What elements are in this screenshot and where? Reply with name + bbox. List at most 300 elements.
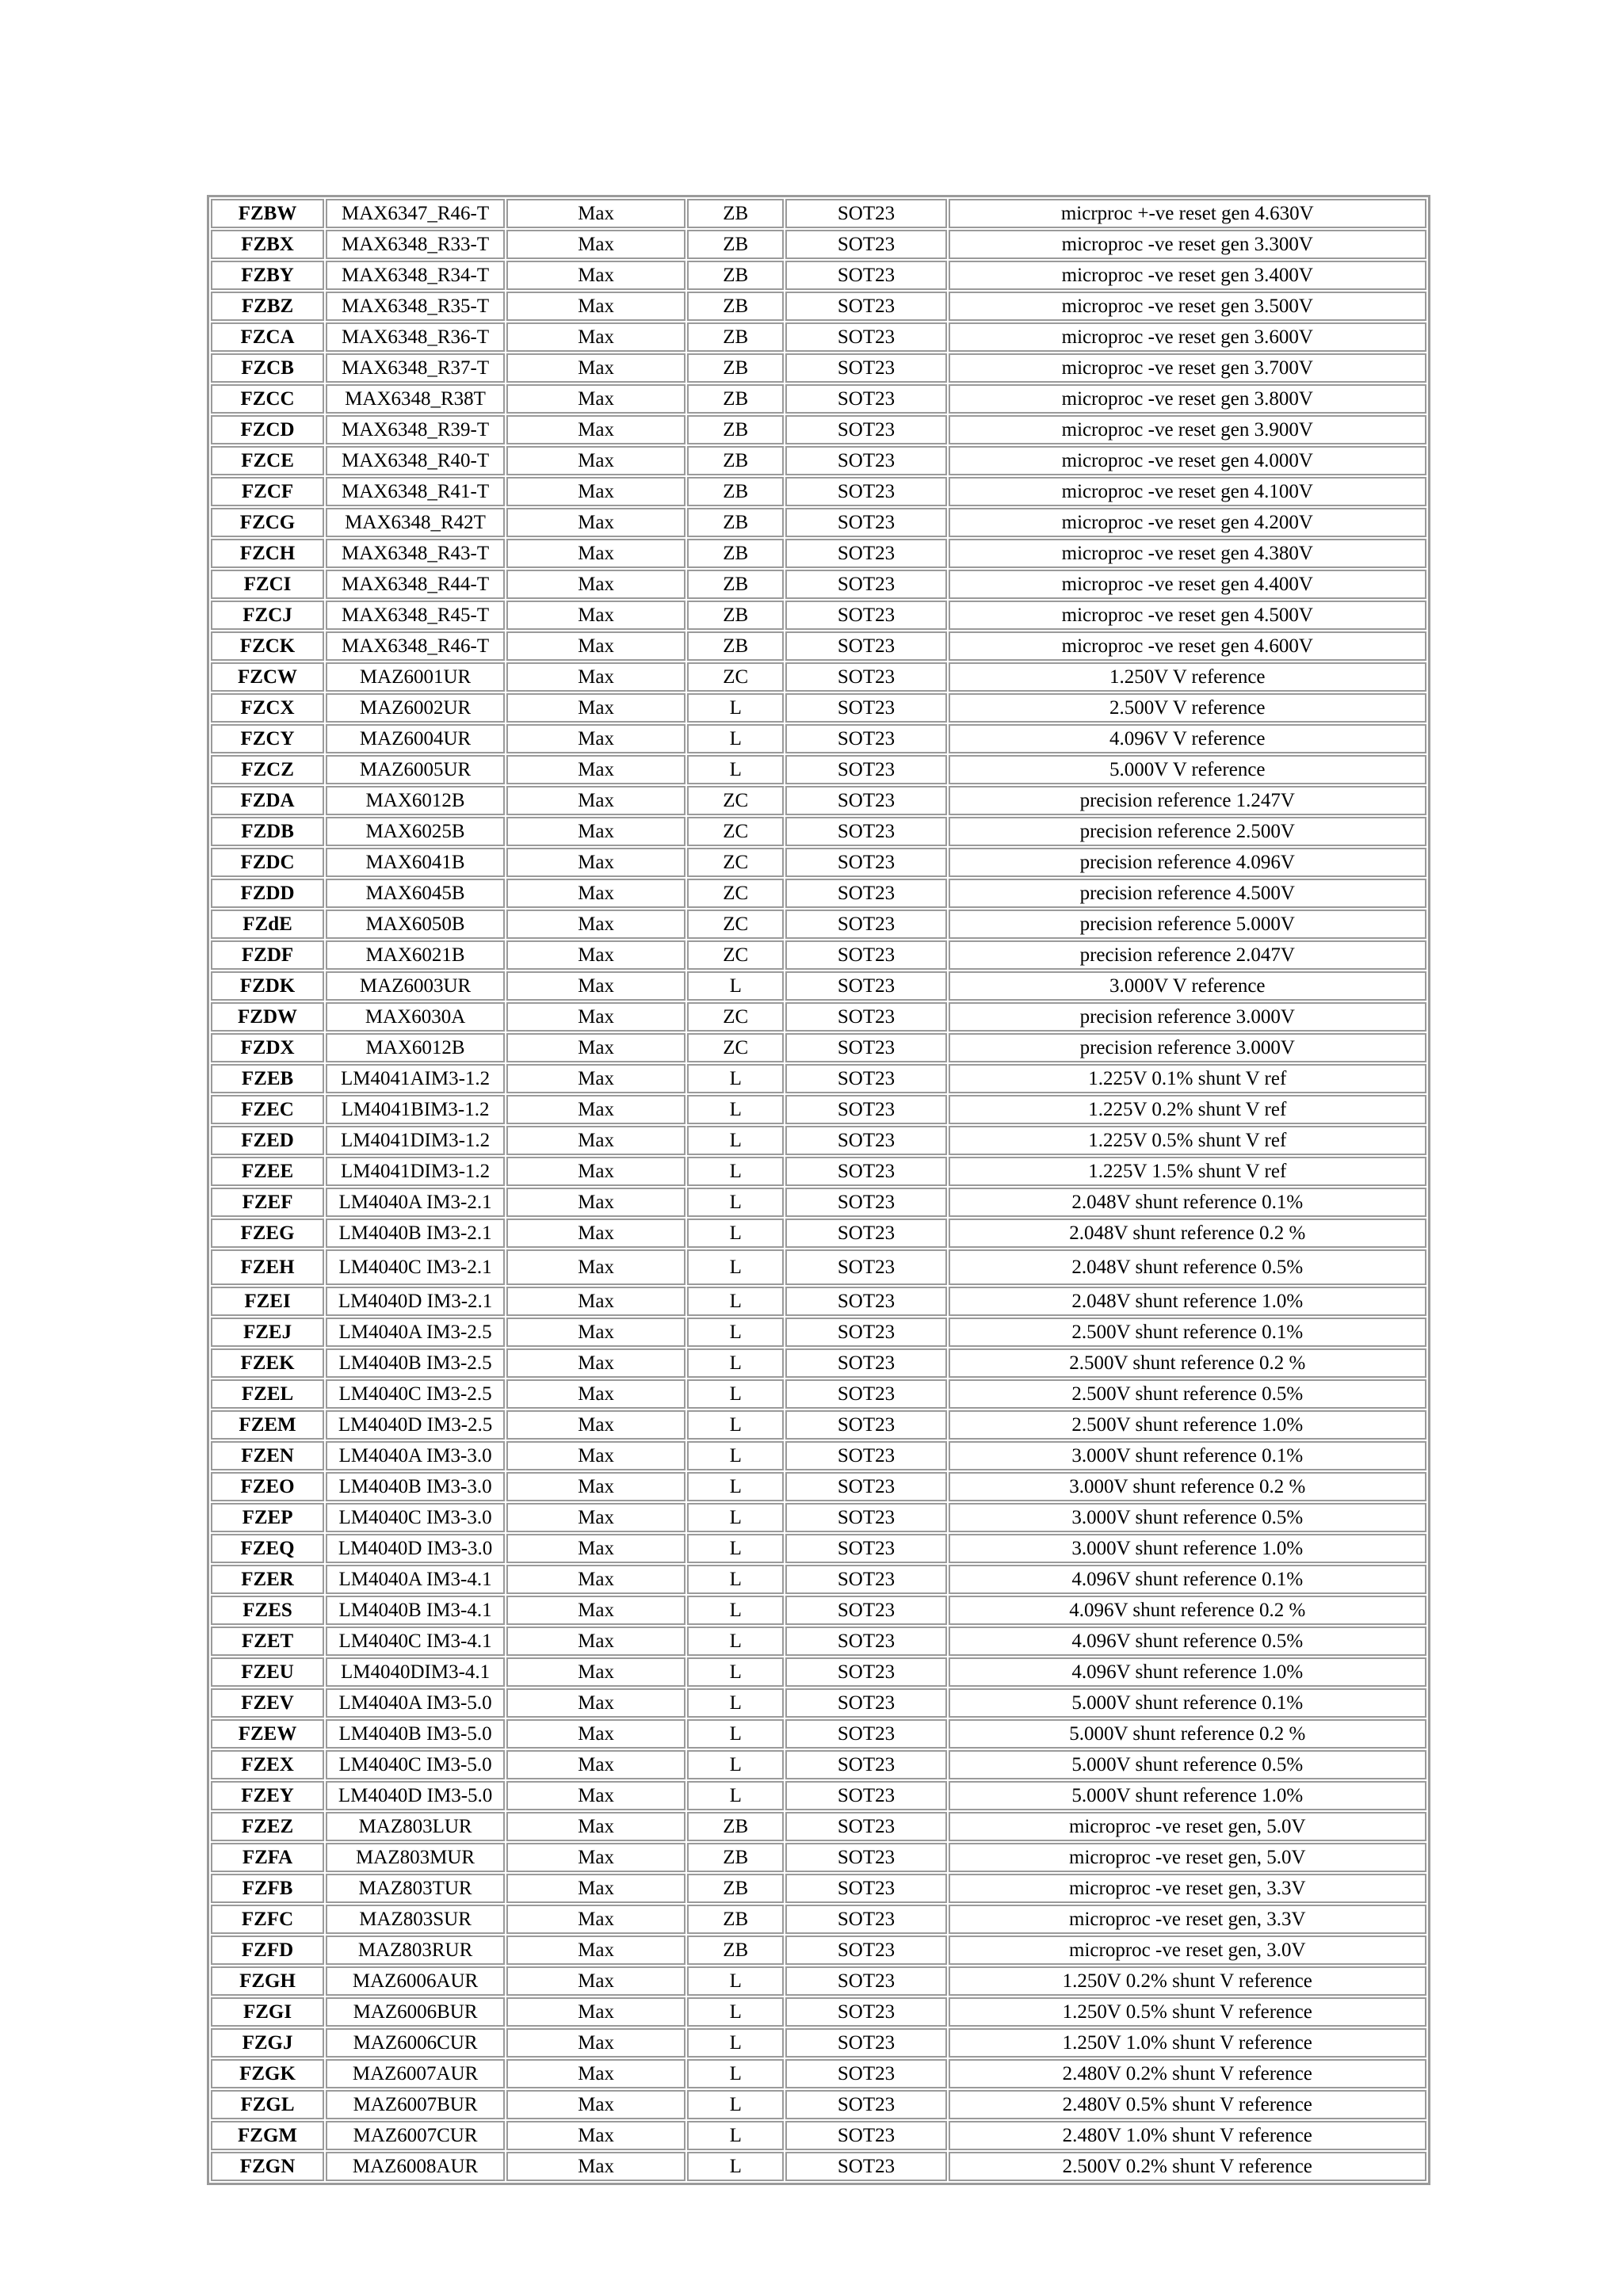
- package-cell: SOT23: [785, 353, 946, 383]
- table-row: [211, 1565, 1426, 1594]
- description-cell: 2.500V shunt reference 0.2 %: [949, 1348, 1426, 1378]
- description-cell: precision reference 4.500V: [949, 879, 1426, 908]
- table-row: [211, 971, 1426, 1001]
- part-number-cell: LM4040C IM3-2.1: [326, 1249, 505, 1285]
- table-row: [211, 1410, 1426, 1440]
- pinout-cell: L: [687, 1503, 784, 1532]
- pinout-cell: L: [687, 1627, 784, 1656]
- manufacturer-cell: Max: [506, 1657, 685, 1687]
- package-cell: SOT23: [785, 971, 946, 1001]
- package-cell: SOT23: [785, 1249, 946, 1285]
- description-cell: microproc -ve reset gen 3.300V: [949, 230, 1426, 259]
- package-cell: SOT23: [785, 1997, 946, 2027]
- marking-code-cell: FZCY: [211, 724, 324, 753]
- marking-code-cell: FZCA: [211, 322, 324, 352]
- part-number-cell: MAX6348_R36-T: [326, 322, 505, 352]
- table-row: [211, 2152, 1426, 2181]
- pinout-cell: L: [687, 1188, 784, 1217]
- manufacturer-cell: Max: [506, 1534, 685, 1563]
- package-cell: SOT23: [785, 1966, 946, 1996]
- description-cell: 4.096V shunt reference 0.1%: [949, 1565, 1426, 1594]
- package-cell: SOT23: [785, 755, 946, 784]
- marking-code-cell: FZBZ: [211, 292, 324, 321]
- description-cell: microproc -ve reset gen, 3.3V: [949, 1905, 1426, 1934]
- manufacturer-cell: Max: [506, 1318, 685, 1347]
- package-cell: SOT23: [785, 1348, 946, 1378]
- pinout-cell: L: [687, 1565, 784, 1594]
- part-number-cell: MAZ803MUR: [326, 1843, 505, 1872]
- table-row: [211, 879, 1426, 908]
- marking-code-cell: FZDF: [211, 940, 324, 970]
- marking-code-cell: FZBY: [211, 261, 324, 290]
- pinout-cell: ZC: [687, 817, 784, 846]
- marking-code-cell: FZCG: [211, 508, 324, 537]
- marking-code-cell: FZEZ: [211, 1812, 324, 1841]
- marking-code-cell: FZCF: [211, 477, 324, 506]
- part-number-cell: MAX6012B: [326, 786, 505, 815]
- pinout-cell: ZC: [687, 848, 784, 877]
- table-row: [211, 261, 1426, 290]
- marking-code-cell: FZGK: [211, 2059, 324, 2088]
- package-cell: SOT23: [785, 1002, 946, 1032]
- marking-code-cell: FZGI: [211, 1997, 324, 2027]
- package-cell: SOT23: [785, 724, 946, 753]
- table-row: [211, 508, 1426, 537]
- package-cell: SOT23: [785, 662, 946, 692]
- table-row: [211, 1249, 1426, 1285]
- package-cell: SOT23: [785, 1095, 946, 1124]
- pinout-cell: ZC: [687, 662, 784, 692]
- description-cell: 3.000V V reference: [949, 971, 1426, 1001]
- package-cell: SOT23: [785, 415, 946, 444]
- description-cell: 2.480V 0.2% shunt V reference: [949, 2059, 1426, 2088]
- table-row: [211, 1936, 1426, 1965]
- pinout-cell: ZB: [687, 384, 784, 414]
- part-number-cell: MAZ6006AUR: [326, 1966, 505, 1996]
- table-row: [211, 1781, 1426, 1810]
- marking-code-cell: FZEQ: [211, 1534, 324, 1563]
- part-number-cell: LM4040C IM3-3.0: [326, 1503, 505, 1532]
- part-number-cell: MAZ6002UR: [326, 693, 505, 723]
- table-row: [211, 353, 1426, 383]
- marking-code-cell: FZEY: [211, 1781, 324, 1810]
- pinout-cell: L: [687, 1410, 784, 1440]
- table-row: [211, 1503, 1426, 1532]
- manufacturer-cell: Max: [506, 1379, 685, 1409]
- table-row: [211, 1874, 1426, 1903]
- manufacturer-cell: Max: [506, 353, 685, 383]
- part-number-cell: LM4041DIM3-1.2: [326, 1126, 505, 1155]
- description-cell: precision reference 1.247V: [949, 786, 1426, 815]
- pinout-cell: ZB: [687, 261, 784, 290]
- part-number-cell: MAZ803RUR: [326, 1936, 505, 1965]
- manufacturer-cell: Max: [506, 508, 685, 537]
- manufacturer-cell: Max: [506, 910, 685, 939]
- part-number-cell: MAX6348_R39-T: [326, 415, 505, 444]
- manufacturer-cell: Max: [506, 570, 685, 599]
- table-row: [211, 230, 1426, 259]
- table-row: [211, 2090, 1426, 2119]
- table-row: [211, 1064, 1426, 1093]
- marking-code-cell: FZEE: [211, 1157, 324, 1186]
- package-cell: SOT23: [785, 1219, 946, 1248]
- marking-code-cell: FZGH: [211, 1966, 324, 1996]
- package-cell: SOT23: [785, 1410, 946, 1440]
- marking-code-cell: FZGN: [211, 2152, 324, 2181]
- table-row: [211, 1126, 1426, 1155]
- manufacturer-cell: Max: [506, 1843, 685, 1872]
- pinout-cell: ZB: [687, 353, 784, 383]
- part-number-cell: MAX6025B: [326, 817, 505, 846]
- description-cell: 2.048V shunt reference 0.2 %: [949, 1219, 1426, 1248]
- part-number-cell: LM4040C IM3-2.5: [326, 1379, 505, 1409]
- table-row: [211, 384, 1426, 414]
- marking-code-cell: FZFC: [211, 1905, 324, 1934]
- part-number-cell: MAZ803LUR: [326, 1812, 505, 1841]
- description-cell: microproc -ve reset gen 3.600V: [949, 322, 1426, 352]
- package-cell: SOT23: [785, 1596, 946, 1625]
- package-cell: SOT23: [785, 1781, 946, 1810]
- manufacturer-cell: Max: [506, 631, 685, 661]
- manufacturer-cell: Max: [506, 2090, 685, 2119]
- table-row: [211, 724, 1426, 753]
- part-number-cell: LM4040D IM3-3.0: [326, 1534, 505, 1563]
- table-row: [211, 1287, 1426, 1316]
- manufacturer-cell: Max: [506, 539, 685, 568]
- marking-code-cell: FZEM: [211, 1410, 324, 1440]
- table-row: [211, 539, 1426, 568]
- pinout-cell: L: [687, 1318, 784, 1347]
- package-cell: SOT23: [785, 322, 946, 352]
- marking-code-cell: FZCI: [211, 570, 324, 599]
- description-cell: 2.500V shunt reference 0.1%: [949, 1318, 1426, 1347]
- part-number-cell: LM4040B IM3-4.1: [326, 1596, 505, 1625]
- table-row: [211, 446, 1426, 475]
- marking-code-cell: FZGL: [211, 2090, 324, 2119]
- marking-code-cell: FZDC: [211, 848, 324, 877]
- manufacturer-cell: Max: [506, 971, 685, 1001]
- marking-code-cell: FZET: [211, 1627, 324, 1656]
- part-number-cell: LM4041AIM3-1.2: [326, 1064, 505, 1093]
- pinout-cell: ZB: [687, 230, 784, 259]
- manufacturer-cell: Max: [506, 1503, 685, 1532]
- marking-code-cell: FZEI: [211, 1287, 324, 1316]
- pinout-cell: ZB: [687, 539, 784, 568]
- package-cell: SOT23: [785, 230, 946, 259]
- table-row: [211, 1596, 1426, 1625]
- package-cell: SOT23: [785, 1874, 946, 1903]
- table-row: [211, 910, 1426, 939]
- table-row: [211, 786, 1426, 815]
- table-row: [211, 1219, 1426, 1248]
- part-number-cell: MAX6348_R40-T: [326, 446, 505, 475]
- part-number-cell: MAX6348_R35-T: [326, 292, 505, 321]
- manufacturer-cell: Max: [506, 2121, 685, 2150]
- description-cell: microproc -ve reset gen 3.700V: [949, 353, 1426, 383]
- part-number-cell: LM4040A IM3-3.0: [326, 1441, 505, 1470]
- manufacturer-cell: Max: [506, 817, 685, 846]
- pinout-cell: ZB: [687, 446, 784, 475]
- marking-code-cell: FZDX: [211, 1033, 324, 1062]
- description-cell: 4.096V shunt reference 1.0%: [949, 1657, 1426, 1687]
- table-row: [211, 1348, 1426, 1378]
- part-number-cell: LM4040A IM3-4.1: [326, 1565, 505, 1594]
- description-cell: 2.500V 0.2% shunt V reference: [949, 2152, 1426, 2181]
- description-cell: 3.000V shunt reference 0.2 %: [949, 1472, 1426, 1501]
- manufacturer-cell: Max: [506, 2028, 685, 2058]
- description-cell: 2.048V shunt reference 0.5%: [949, 1249, 1426, 1285]
- parts-table: [207, 195, 1430, 2185]
- part-number-cell: MAX6348_R34-T: [326, 261, 505, 290]
- manufacturer-cell: Max: [506, 1905, 685, 1934]
- table-row: [211, 2059, 1426, 2088]
- pinout-cell: L: [687, 1348, 784, 1378]
- manufacturer-cell: Max: [506, 1596, 685, 1625]
- package-cell: SOT23: [785, 508, 946, 537]
- manufacturer-cell: Max: [506, 1064, 685, 1093]
- part-number-cell: MAX6348_R42T: [326, 508, 505, 537]
- description-cell: 2.500V V reference: [949, 693, 1426, 723]
- pinout-cell: L: [687, 1657, 784, 1687]
- part-number-cell: LM4040B IM3-3.0: [326, 1472, 505, 1501]
- marking-code-cell: FZEP: [211, 1503, 324, 1532]
- description-cell: 3.000V shunt reference 1.0%: [949, 1534, 1426, 1563]
- package-cell: SOT23: [785, 1157, 946, 1186]
- part-number-cell: MAX6012B: [326, 1033, 505, 1062]
- description-cell: 5.000V V reference: [949, 755, 1426, 784]
- part-number-cell: LM4040B IM3-5.0: [326, 1719, 505, 1749]
- table-row: [211, 1033, 1426, 1062]
- part-number-cell: MAZ6008AUR: [326, 2152, 505, 2181]
- pinout-cell: L: [687, 1719, 784, 1749]
- part-number-cell: MAZ6004UR: [326, 724, 505, 753]
- description-cell: 5.000V shunt reference 0.5%: [949, 1750, 1426, 1779]
- part-number-cell: LM4040A IM3-2.1: [326, 1188, 505, 1217]
- part-number-cell: MAX6050B: [326, 910, 505, 939]
- manufacturer-cell: Max: [506, 1126, 685, 1155]
- pinout-cell: L: [687, 2152, 784, 2181]
- package-cell: SOT23: [785, 199, 946, 228]
- pinout-cell: ZB: [687, 292, 784, 321]
- pinout-cell: L: [687, 2090, 784, 2119]
- package-cell: SOT23: [785, 477, 946, 506]
- package-cell: SOT23: [785, 1905, 946, 1934]
- marking-code-cell: FZGM: [211, 2121, 324, 2150]
- part-number-cell: MAZ6006CUR: [326, 2028, 505, 2058]
- marking-code-cell: FZCH: [211, 539, 324, 568]
- package-cell: SOT23: [785, 786, 946, 815]
- table-row: [211, 1002, 1426, 1032]
- package-cell: SOT23: [785, 817, 946, 846]
- description-cell: microproc -ve reset gen 4.400V: [949, 570, 1426, 599]
- manufacturer-cell: Max: [506, 1472, 685, 1501]
- manufacturer-cell: Max: [506, 693, 685, 723]
- manufacturer-cell: Max: [506, 1002, 685, 1032]
- package-cell: SOT23: [785, 446, 946, 475]
- table-row: [211, 199, 1426, 228]
- marking-code-cell: FZEB: [211, 1064, 324, 1093]
- package-cell: SOT23: [785, 570, 946, 599]
- part-number-cell: LM4041BIM3-1.2: [326, 1095, 505, 1124]
- manufacturer-cell: Max: [506, 755, 685, 784]
- manufacturer-cell: Max: [506, 1966, 685, 1996]
- marking-code-cell: FZEX: [211, 1750, 324, 1779]
- part-number-cell: LM4040B IM3-2.5: [326, 1348, 505, 1378]
- description-cell: 2.500V shunt reference 1.0%: [949, 1410, 1426, 1440]
- package-cell: SOT23: [785, 940, 946, 970]
- marking-code-cell: FZGJ: [211, 2028, 324, 2058]
- description-cell: 2.048V shunt reference 1.0%: [949, 1287, 1426, 1316]
- manufacturer-cell: Max: [506, 2059, 685, 2088]
- package-cell: SOT23: [785, 292, 946, 321]
- table-row: [211, 755, 1426, 784]
- part-number-cell: MAZ6007CUR: [326, 2121, 505, 2150]
- description-cell: 5.000V shunt reference 0.1%: [949, 1688, 1426, 1718]
- pinout-cell: ZB: [687, 1812, 784, 1841]
- package-cell: SOT23: [785, 910, 946, 939]
- description-cell: precision reference 3.000V: [949, 1033, 1426, 1062]
- manufacturer-cell: Max: [506, 940, 685, 970]
- pinout-cell: ZB: [687, 322, 784, 352]
- pinout-cell: L: [687, 724, 784, 753]
- table-row: [211, 2121, 1426, 2150]
- description-cell: microproc -ve reset gen, 5.0V: [949, 1843, 1426, 1872]
- part-number-cell: MAZ803SUR: [326, 1905, 505, 1934]
- part-number-cell: LM4040D IM3-2.1: [326, 1287, 505, 1316]
- package-cell: SOT23: [785, 1565, 946, 1594]
- description-cell: microproc -ve reset gen, 5.0V: [949, 1812, 1426, 1841]
- package-cell: SOT23: [785, 1657, 946, 1687]
- description-cell: microproc -ve reset gen 3.900V: [949, 415, 1426, 444]
- marking-code-cell: FZEH: [211, 1249, 324, 1285]
- pinout-cell: L: [687, 1219, 784, 1248]
- manufacturer-cell: Max: [506, 724, 685, 753]
- package-cell: SOT23: [785, 1441, 946, 1470]
- table-row: [211, 1157, 1426, 1186]
- description-cell: microproc -ve reset gen 4.500V: [949, 601, 1426, 630]
- table-row: [211, 1441, 1426, 1470]
- description-cell: microproc -ve reset gen 3.500V: [949, 292, 1426, 321]
- marking-code-cell: FZCX: [211, 693, 324, 723]
- marking-code-cell: FZEF: [211, 1188, 324, 1217]
- package-cell: SOT23: [785, 1812, 946, 1841]
- manufacturer-cell: Max: [506, 1812, 685, 1841]
- manufacturer-cell: Max: [506, 1441, 685, 1470]
- manufacturer-cell: Max: [506, 1188, 685, 1217]
- description-cell: microproc -ve reset gen, 3.0V: [949, 1936, 1426, 1965]
- table-row: [211, 1318, 1426, 1347]
- table-row: [211, 940, 1426, 970]
- marking-code-cell: FZEU: [211, 1657, 324, 1687]
- manufacturer-cell: Max: [506, 1095, 685, 1124]
- package-cell: SOT23: [785, 1750, 946, 1779]
- marking-code-cell: FZCB: [211, 353, 324, 383]
- table-row: [211, 631, 1426, 661]
- marking-code-cell: FZED: [211, 1126, 324, 1155]
- pinout-cell: ZB: [687, 1843, 784, 1872]
- part-number-cell: MAX6348_R41-T: [326, 477, 505, 506]
- marking-code-cell: FZFD: [211, 1936, 324, 1965]
- package-cell: SOT23: [785, 1503, 946, 1532]
- part-number-cell: LM4040D IM3-5.0: [326, 1781, 505, 1810]
- parts-table-body: [211, 199, 1426, 2181]
- description-cell: precision reference 3.000V: [949, 1002, 1426, 1032]
- pinout-cell: L: [687, 1064, 784, 1093]
- manufacturer-cell: Max: [506, 2152, 685, 2181]
- marking-code-cell: FZCD: [211, 415, 324, 444]
- package-cell: SOT23: [785, 2059, 946, 2088]
- pinout-cell: L: [687, 1095, 784, 1124]
- description-cell: precision reference 5.000V: [949, 910, 1426, 939]
- table-row: [211, 1534, 1426, 1563]
- pinout-cell: L: [687, 1472, 784, 1501]
- marking-code-cell: FZBW: [211, 199, 324, 228]
- manufacturer-cell: Max: [506, 879, 685, 908]
- description-cell: microproc -ve reset gen 4.200V: [949, 508, 1426, 537]
- table-row: [211, 1627, 1426, 1656]
- table-row: [211, 1688, 1426, 1718]
- pinout-cell: L: [687, 1534, 784, 1563]
- marking-code-cell: FZCE: [211, 446, 324, 475]
- description-cell: 4.096V shunt reference 0.5%: [949, 1627, 1426, 1656]
- pinout-cell: ZC: [687, 879, 784, 908]
- table-row: [211, 1472, 1426, 1501]
- description-cell: microproc -ve reset gen 4.600V: [949, 631, 1426, 661]
- package-cell: SOT23: [785, 1719, 946, 1749]
- package-cell: SOT23: [785, 1936, 946, 1965]
- marking-code-cell: FZEN: [211, 1441, 324, 1470]
- description-cell: 2.500V shunt reference 0.5%: [949, 1379, 1426, 1409]
- description-cell: 3.000V shunt reference 0.5%: [949, 1503, 1426, 1532]
- pinout-cell: L: [687, 1781, 784, 1810]
- package-cell: SOT23: [785, 2090, 946, 2119]
- pinout-cell: ZB: [687, 570, 784, 599]
- part-number-cell: MAX6348_R45-T: [326, 601, 505, 630]
- part-number-cell: LM4040A IM3-2.5: [326, 1318, 505, 1347]
- manufacturer-cell: Max: [506, 848, 685, 877]
- package-cell: SOT23: [785, 2152, 946, 2181]
- description-cell: 1.250V 0.2% shunt V reference: [949, 1966, 1426, 1996]
- description-cell: 1.250V 0.5% shunt V reference: [949, 1997, 1426, 2027]
- description-cell: 2.048V shunt reference 0.1%: [949, 1188, 1426, 1217]
- package-cell: SOT23: [785, 601, 946, 630]
- package-cell: SOT23: [785, 1627, 946, 1656]
- description-cell: 1.250V 1.0% shunt V reference: [949, 2028, 1426, 2058]
- table-row: [211, 1905, 1426, 1934]
- part-number-cell: LM4040D IM3-2.5: [326, 1410, 505, 1440]
- description-cell: 4.096V shunt reference 0.2 %: [949, 1596, 1426, 1625]
- marking-code-cell: FZCW: [211, 662, 324, 692]
- part-number-cell: LM4041DIM3-1.2: [326, 1157, 505, 1186]
- description-cell: 1.225V 0.5% shunt V ref: [949, 1126, 1426, 1155]
- pinout-cell: L: [687, 1379, 784, 1409]
- manufacturer-cell: Max: [506, 1874, 685, 1903]
- pinout-cell: L: [687, 1441, 784, 1470]
- manufacturer-cell: Max: [506, 1033, 685, 1062]
- part-number-cell: MAZ803TUR: [326, 1874, 505, 1903]
- pinout-cell: ZB: [687, 415, 784, 444]
- package-cell: SOT23: [785, 1843, 946, 1872]
- manufacturer-cell: Max: [506, 1410, 685, 1440]
- description-cell: 2.480V 0.5% shunt V reference: [949, 2090, 1426, 2119]
- table-row: [211, 1966, 1426, 1996]
- manufacturer-cell: Max: [506, 1997, 685, 2027]
- description-cell: micrproc +-ve reset gen 4.630V: [949, 199, 1426, 228]
- marking-code-cell: FZFB: [211, 1874, 324, 1903]
- manufacturer-cell: Max: [506, 384, 685, 414]
- description-cell: microproc -ve reset gen 4.000V: [949, 446, 1426, 475]
- description-cell: microproc -ve reset gen 3.800V: [949, 384, 1426, 414]
